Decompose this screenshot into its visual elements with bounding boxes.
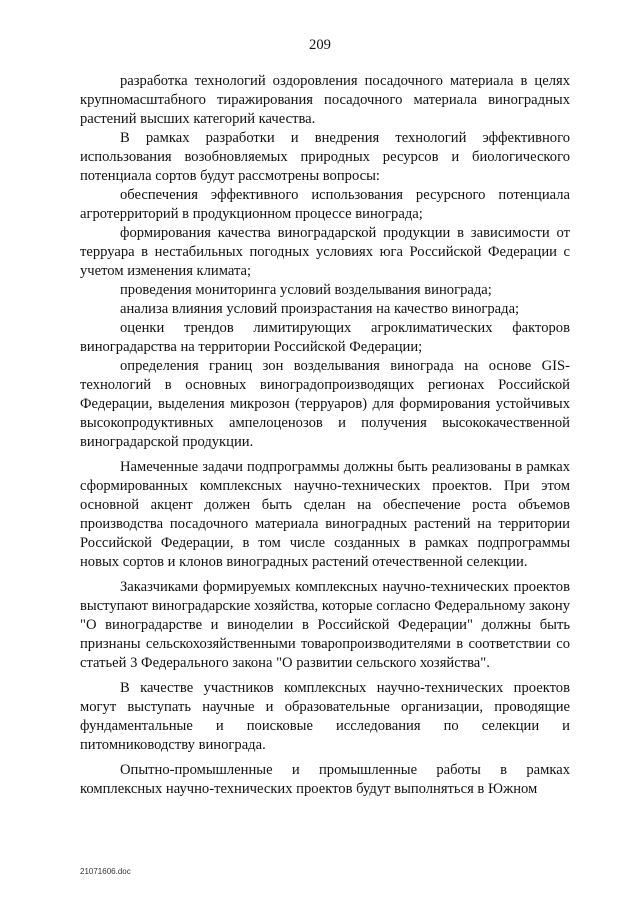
footer-file-code: 21071606.doc (80, 867, 131, 876)
paragraph: проведения мониторинга условий возделывания винограда; (120, 282, 492, 298)
paragraph: анализа влияния условий произрастания на качество винограда; (120, 301, 520, 317)
paragraph: Заказчиками формируемых комплексных научно-технических проектов выступают виноградарские хозяйства, которые согласно Федеральному закону "О виноградарстве и виноделии в Российской Федерации" должны быть признаны сельскохозяйственными товаропроизводителями в соответствии со статьей 3 Федерального закона "О развитии сельского хозяйства". (80, 579, 570, 671)
body-text (80, 72, 570, 799)
paragraph: оценки трендов лимитирующих агроклиматических факторов виноградарства на территории Российской Федерации; (80, 320, 570, 355)
paragraph: Опытно-промышленные и промышленные работы в рамках комплексных научно-технических проектов будут выполняться в Южном (80, 762, 570, 797)
paragraph: обеспечения эффективного использования ресурсного потенциала агротерриторий в продукционном процессе винограда; (80, 187, 570, 222)
paragraph: В качестве участников комплексных научно-технических проектов могут выступать научные и образовательные организации, проводящие фундаментальные и поисковые исследования по селекции и питомниководству винограда. (80, 680, 570, 753)
paragraph: В рамках разработки и внедрения технологий эффективного использования возобновляемых природных ресурсов и биологического потенциала сортов будут рассмотрены вопросы: (80, 130, 570, 184)
paragraph: Намеченные задачи подпрограммы должны быть реализованы в рамках сформированных комплексных научно-технических проектов. При этом основной акцент должен быть сделан на обеспечение роста объемов производства посадочного материала виноградных растений на территории Российской Федерации, в том числе созданных в рамках подпрограммы новых сортов и клонов виноградных растений отечественной селекции. (80, 459, 570, 570)
paragraph: определения границ зон возделывания винограда на основе GIS-технологий в основных виноградопроизводящих регионах Российской Федерации, выделения микрозон (терруаров) для формирования устойчивых высокопродуктивных ампелоценозов и получения высококачественной виноградарской продукции. (80, 358, 570, 450)
paragraph: разработка технологий оздоровления посадочного материала в целях крупномасштабного тиражирования посадочного материала виноградных растений высших категорий качества. (80, 73, 570, 127)
paragraph: формирования качества виноградарской продукции в зависимости от терруара в нестабильных погодных условиях юга Российской Федерации с учетом изменения климата; (80, 225, 570, 279)
page-number: 209 (309, 37, 331, 53)
